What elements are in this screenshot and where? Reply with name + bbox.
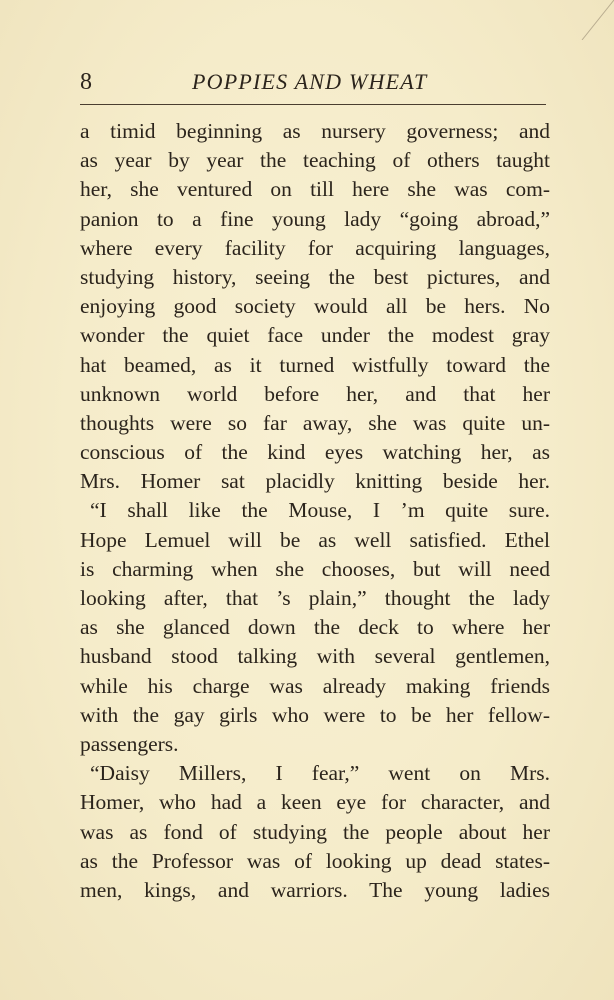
running-title: POPPIES AND WHEAT [192, 69, 428, 94]
running-header [80, 62, 550, 102]
text-line: Hope Lemuel will be as well satisfied. Ethel [80, 527, 550, 552]
text-line: is charming when she chooses, but will need [80, 556, 550, 581]
text-line: passengers. [80, 731, 179, 756]
text-line: “Daisy Millers, I fear,” went on Mrs. [90, 761, 550, 786]
text-line: thoughts were so far away, she was quite un- [80, 410, 550, 435]
text-line: was as fond of studying the people about her [80, 819, 550, 844]
text-line: Mrs. Homer sat placidly knitting beside her. [80, 469, 550, 494]
text-line: a timid beginning as nursery governess; and [80, 119, 550, 143]
text-line: wonder the quiet face under the modest gray [80, 323, 550, 348]
text-line: her, she ventured on till here she was com- [80, 177, 550, 202]
text-line: “I shall like the Mouse, I ’m quite sure. [90, 498, 550, 523]
text-line: studying history, seeing the best pictures, and [80, 264, 550, 289]
text-line: Homer, who had a keen eye for character, and [80, 790, 550, 815]
text-line: men, kings, and warriors. The young ladies [80, 877, 550, 902]
page-edge-mark [544, 0, 614, 40]
text-line: husband stood talking with several gentlemen, [80, 644, 550, 669]
text-line: where every facility for acquiring languages, [80, 235, 550, 260]
body-text [80, 117, 550, 905]
text-line: panion to a fine young lady “going abroad,” [80, 206, 550, 231]
text-line: conscious of the kind eyes watching her, as [80, 440, 550, 465]
text-line: with the gay girls who were to be her fellow- [80, 702, 550, 727]
header-rule [80, 104, 546, 105]
page-number: 8 [80, 69, 92, 95]
text-line: as the Professor was of looking up dead states- [80, 848, 550, 873]
text-line: as year by year the teaching of others taught [80, 148, 550, 173]
text-line: enjoying good society would all be hers. No [80, 294, 550, 319]
text-line: hat beamed, as it turned wistfully toward the [80, 352, 550, 377]
text-line: looking after, that ’s plain,” thought the lady [80, 586, 550, 610]
text-line: while his charge was already making friends [80, 673, 550, 698]
text-line: as she glanced down the deck to where her [80, 615, 550, 640]
text-line: unknown world before her, and that her [80, 381, 550, 406]
